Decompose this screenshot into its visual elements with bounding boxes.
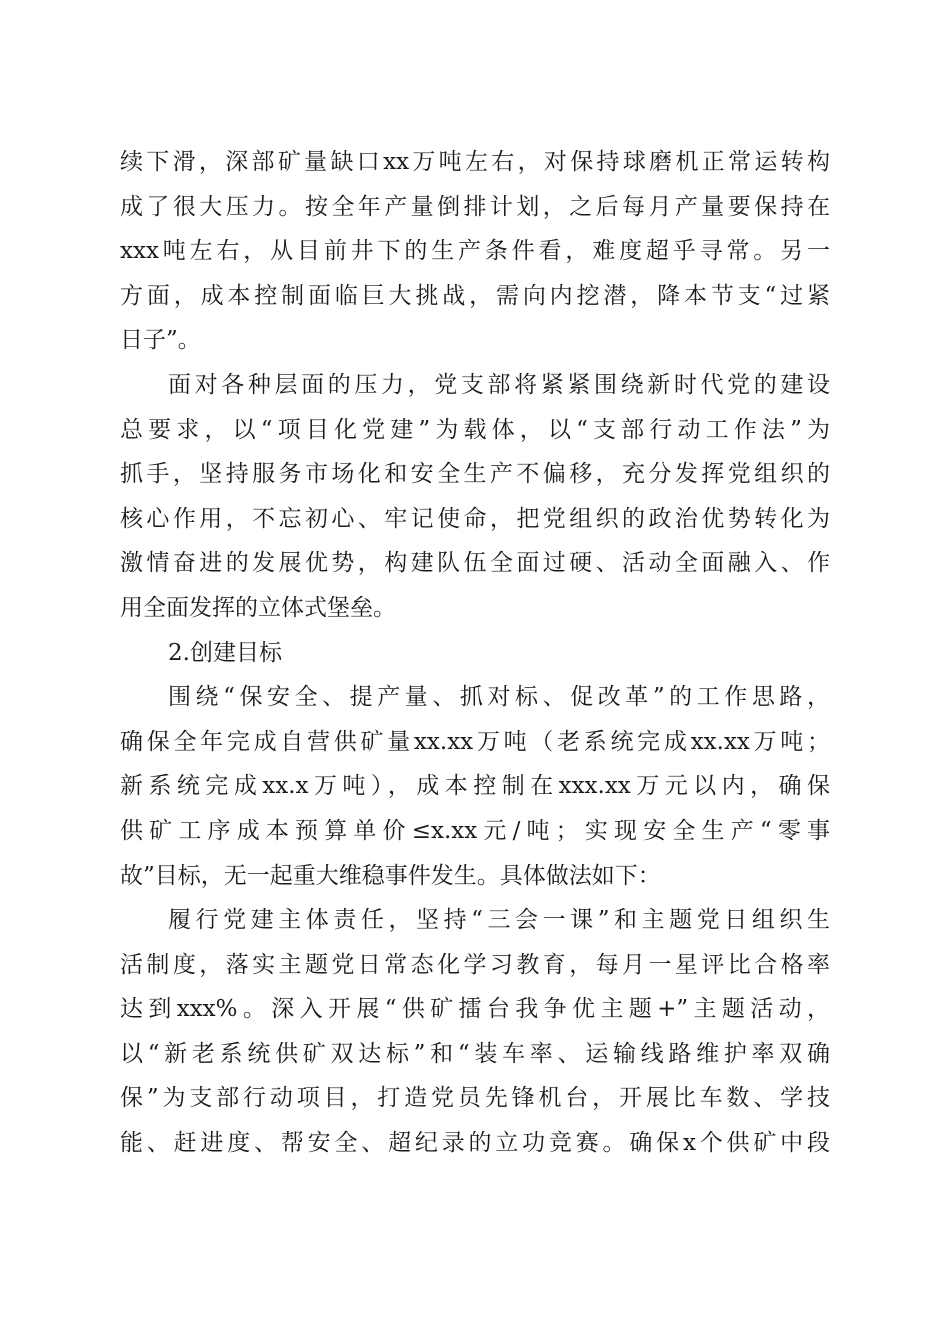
text-line-6: 面对各种层面的压力，党支部将紧紧围绕新时代党的建设 [168, 371, 830, 398]
body-text [120, 140, 830, 1166]
text-line-8: 抓手，坚持服务市场化和安全生产不偏移，充分发挥党组织的 [120, 461, 830, 488]
text-line-21: 以“新老系统供矿双达标”和“装车率、运输线路维护率双确 [120, 1040, 830, 1067]
text-line-19: 活制度，落实主题党日常态化学习教育，每月一星评比合格率 [120, 951, 830, 978]
text-line-17: 故”目标，无一起重大维稳事件发生。具体做法如下： [120, 862, 661, 889]
text-line-16: 供矿工序成本预算单价≤x.xx元/吨；实现安全生产“零事 [120, 817, 830, 844]
text-line-14: 确保全年完成自营供矿量xx.xx万吨（老系统完成xx.xx万吨； [120, 728, 830, 755]
text-line-10: 激情奋进的发展优势，构建队伍全面过硬、活动全面融入、作 [120, 550, 830, 577]
text-line-13: 围绕“保安全、提产量、抓对标、促改革”的工作思路， [168, 684, 830, 711]
text-line-2: 成了很大压力。按全年产量倒排计划，之后每月产量要保持在 [120, 193, 830, 220]
text-line-3: xxx吨左右，从目前井下的生产条件看，难度超乎寻常。另一 [120, 238, 830, 265]
text-line-11: 用全面发挥的立体式堡垒。 [120, 594, 396, 621]
text-line-4: 方面，成本控制面临巨大挑战，需向内挖潜，降本节支“过紧 [120, 282, 830, 309]
section-heading: 2.创建目标 [168, 639, 282, 666]
text-line-9: 核心作用，不忘初心、牢记使命，把党组织的政治优势转化为 [120, 505, 830, 532]
text-line-22: 保”为支部行动项目，打造党员先锋机台，开展比车数、学技 [120, 1085, 830, 1112]
text-line-23: 能、赶进度、帮安全、超纪录的立功竞赛。确保x个供矿中段 [120, 1130, 830, 1157]
text-line-18: 履行党建主体责任，坚持“三会一课”和主题党日组织生 [168, 907, 830, 934]
text-line-15: 新系统完成xx.x万吨），成本控制在xxx.xx万元以内，确保 [120, 773, 830, 800]
text-line-5: 日子”。 [120, 327, 201, 354]
text-line-1: 续下滑，深部矿量缺口xx万吨左右，对保持球磨机正常运转构 [120, 149, 830, 175]
text-line-7: 总要求，以“项目化党建”为载体，以“支部行动工作法”为 [120, 416, 830, 443]
text-line-20: 达到xxx%。深入开展“供矿擂台我争优主题+”主题活动， [120, 996, 830, 1023]
